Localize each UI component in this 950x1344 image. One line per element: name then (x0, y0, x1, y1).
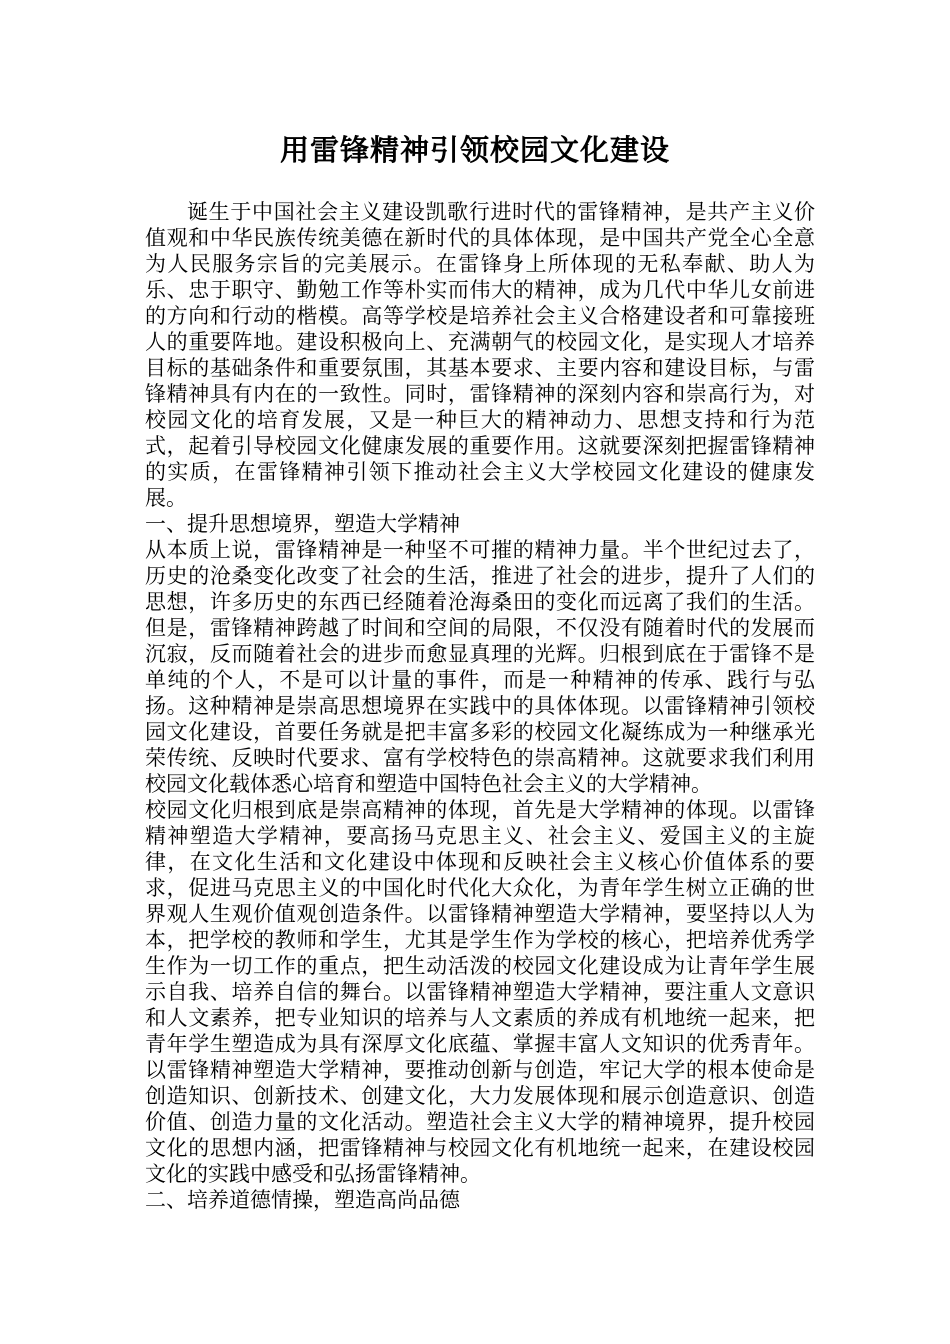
section-1-paragraph-1: 从本质上说，雷锋精神是一种坚不可摧的精神力量。半个世纪过去了，历史的沧桑变化改变了社会的生活，推进了社会的进步，提升了人们的思想，许多历史的东西已经随着沧海桑田的变化而远离了我们的生活。但是，雷锋精神跨越了时间和空间的局限，不仅没有随着时代的发展而沉寂，反而随着社会的进步而愈显真理的光辉。归根到底在于雷锋不是单纯的个人，不是可以计量的事件，而是一种精神的传承、践行与弘扬。这种精神是崇高思想境界在实践中的具体体现。以雷锋精神引领校园文化建设，首要任务就是把丰富多彩的校园文化凝练成为一种继承光荣传统、反映时代要求、富有学校特色的崇高精神。这就要求我们利用校园文化载体悉心培育和塑造中国特色社会主义的大学精神。 (145, 538, 815, 796)
section-heading-1: 一、提升思想境界，塑造大学精神 (145, 512, 460, 536)
document-body (145, 199, 815, 1213)
section-heading-2: 二、培养道德情操，塑造高尚品德 (145, 1188, 460, 1212)
section-1-paragraph-2: 校园文化归根到底是崇高精神的体现，首先是大学精神的体现。以雷锋精神塑造大学精神，要高扬马克思主义、社会主义、爱国主义的主旋律，在文化生活和文化建设中体现和反映社会主义核心价值体系的要求，促进马克思主义的中国化时代化大众化，为青年学生树立正确的世界观人生观价值观创造条件。以雷锋精神塑造大学精神，要坚持以人为本，把学校的教师和学生，尤其是学生作为学校的核心，把培养优秀学生作为一切工作的重点，把生动活泼的校园文化建设成为让青年学生展示自我、培养自信的舞台。以雷锋精神塑造大学精神，要注重人文意识和人文素养，把专业知识的培养与人文素质的养成有机地统一起来，把青年学生塑造成为具有深厚文化底蕴、掌握丰富人文知识的优秀青年。以雷锋精神塑造大学精神，要推动创新与创造，牢记大学的根本使命是创造知识、创新技术、创建文化，大力发展体现和展示创造意识、创造价值、创造力量的文化活动。塑造社会主义大学的精神境界，提升校园文化的思想内涵，把雷锋精神与校园文化有机地统一起来，在建设校园文化的实践中感受和弘扬雷锋精神。 (145, 798, 815, 1186)
intro-paragraph: 诞生于中国社会主义建设凯歌行进时代的雷锋精神，是共产主义价值观和中华民族传统美德在新时代的具体体现，是中国共产党全心全意为人民服务宗旨的完美展示。在雷锋身上所体现的无私奉献、助人为乐、忠于职守、勤勉工作等朴实而伟大的精神，成为几代中华儿女前进的方向和行动的楷模。高等学校是培养社会主义合格建设者和可靠接班人的重要阵地。建设积极向上、充满朝气的校园文化，是实现人才培养目标的基础条件和重要氛围，其基本要求、主要内容和建设目标，与雷锋精神具有内在的一致性。同时，雷锋精神的深刻内容和崇高行为，对校园文化的培育发展，又是一种巨大的精神动力、思想支持和行为范式，起着引导校园文化健康发展的重要作用。这就要深刻把握雷锋精神的实质，在雷锋精神引领下推动社会主义大学校园文化建设的健康发展。 (145, 200, 815, 510)
document-title: 用雷锋精神引领校园文化建设 (279, 133, 670, 167)
